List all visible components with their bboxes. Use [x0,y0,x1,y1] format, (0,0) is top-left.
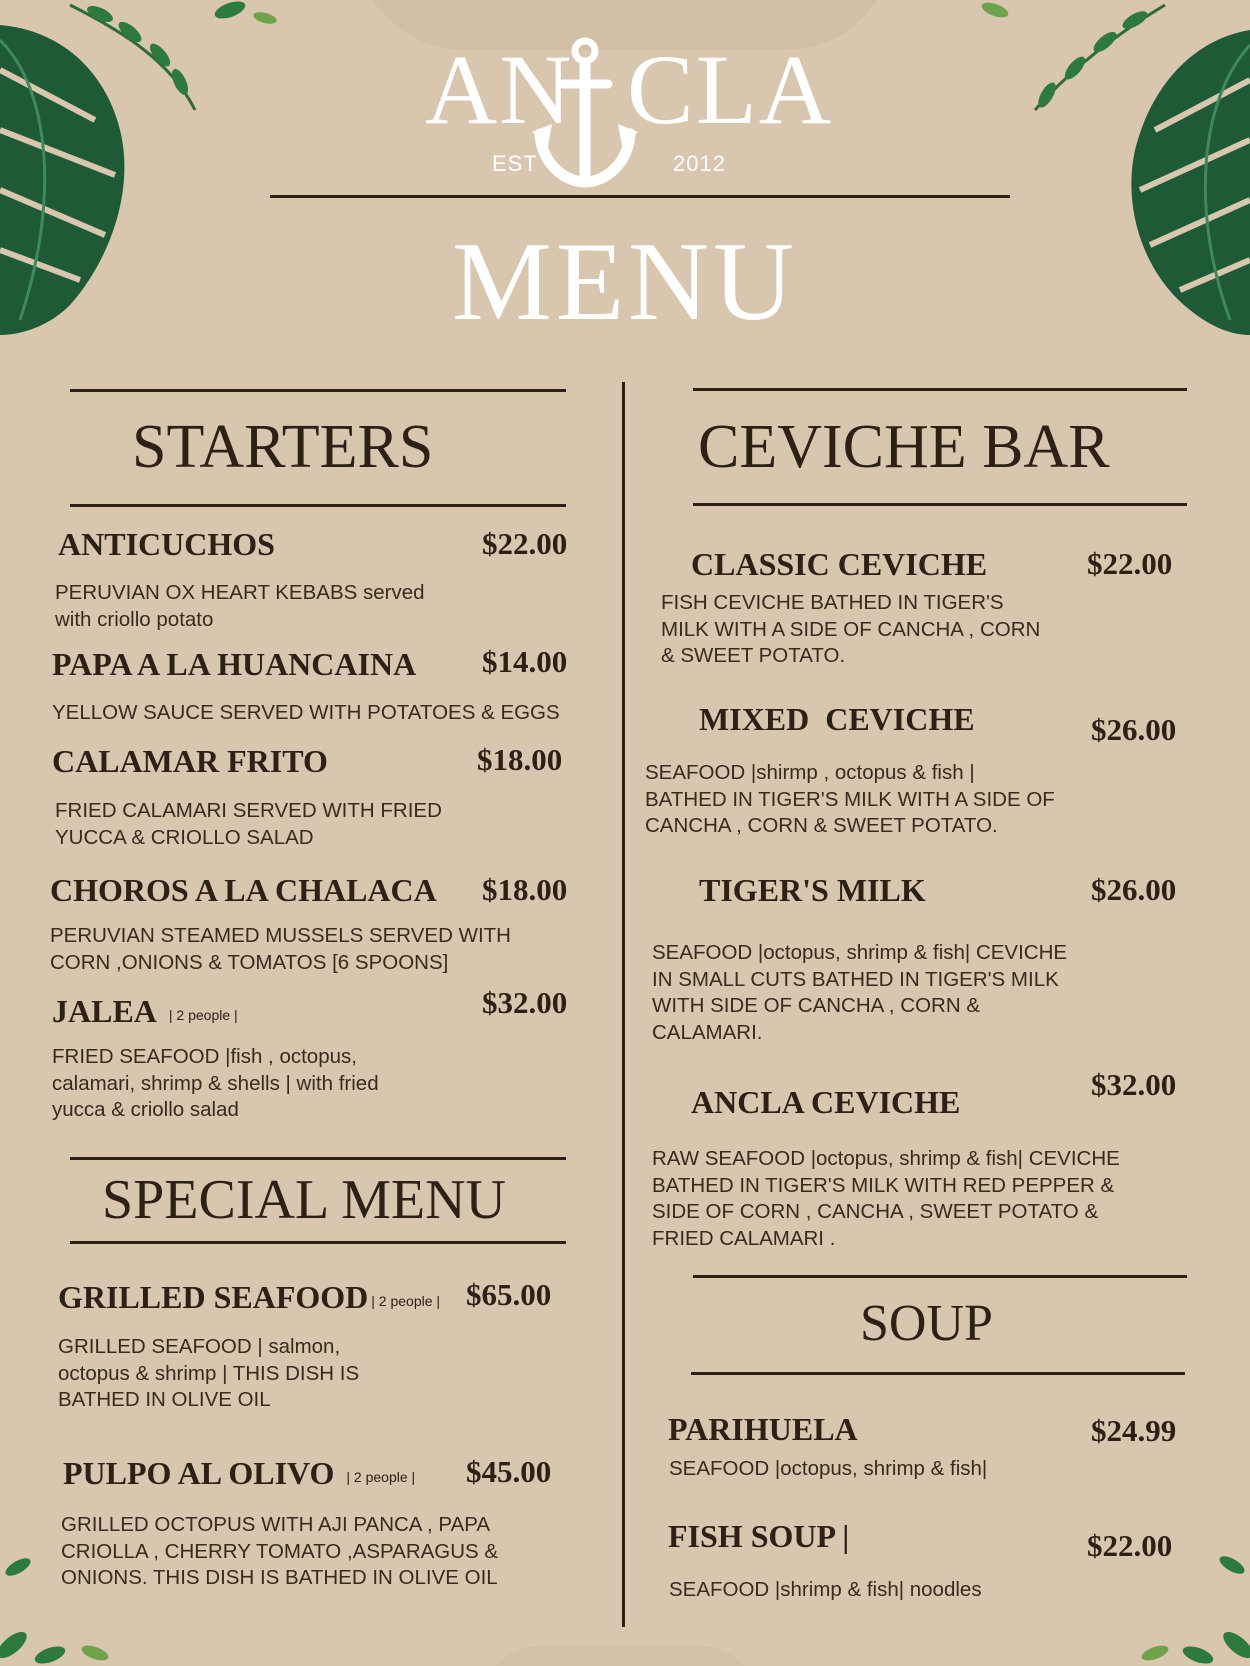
item-description: PERUVIAN OX HEART KEBABS served with criollo potato [55,581,425,631]
item-name: PARIHUELA [668,1411,858,1447]
bottom-arch-decoration [480,1646,760,1666]
item-description: SEAFOOD |octopus, shrimp & fish| CEVICHE IN SMALL CUTS BATHED IN TIGER'S MILK WITH SIDE OF CANCHA , CORN & CALAMARI. [652,941,1068,1044]
item-name: GRILLED SEAFOOD | 2 people | [58,1279,441,1315]
vine-icon [975,0,1175,120]
ancla-logo [420,30,860,200]
section-heading-soup: SOUP [860,1295,993,1352]
item-price: $32.00 [482,985,568,1020]
item-name: PAPA A LA HUANCAINA [52,646,417,682]
item-price: $22.00 [1087,1528,1173,1563]
item-description: SEAFOOD |shrimp & fish| noodles [669,1578,982,1601]
item-price: $18.00 [482,872,568,907]
header-divider [270,195,1010,198]
item-price: $24.99 [1091,1413,1177,1448]
item-description: GRILLED SEAFOOD | salmon, octopus & shrimp | THIS DISH IS BATHED IN OLIVE OIL [58,1335,360,1411]
logo-text-left: AN [425,34,574,145]
section-rule [70,504,566,507]
section-rule [70,389,566,392]
item-name: PULPO AL OLIVO | 2 people | [63,1455,416,1491]
item-name: TIGER'S MILK [699,872,926,908]
section-rule [70,1241,566,1244]
item-description: FRIED SEAFOOD |fish , octopus, calamari, shrimp & shells | with fried yucca & criollo salad [52,1045,379,1121]
item-name: CHOROS A LA CHALACA [50,872,437,908]
item-description: SEAFOOD |shirmp , octopus & fish | BATHED IN TIGER'S MILK WITH A SIDE OF CANCHA , CORN & SWEET POTATO. [645,761,1055,837]
column-divider [622,382,625,1627]
item-price: $45.00 [466,1454,552,1489]
logo-text-right: CLA [627,34,833,145]
item-name: CALAMAR FRITO [52,743,328,779]
section-rule [693,1275,1187,1278]
item-price: $32.00 [1091,1067,1177,1102]
item-name: CLASSIC CEVICHE [691,546,988,582]
logo-year: 2012 [673,151,726,176]
item-description: SEAFOOD |octopus, shrimp & fish| [669,1457,988,1480]
logo-est: EST [492,151,538,176]
section-rule [693,503,1187,506]
page-title: MENU [452,220,798,344]
item-name: JALEA | 2 people | [52,993,238,1029]
item-name: ANTICUCHOS [58,526,275,562]
item-price: $65.00 [466,1277,552,1312]
item-price: $18.00 [477,742,563,777]
item-name: ANCLA CEVICHE [691,1084,961,1120]
section-rule [70,1157,566,1160]
item-description: FISH CEVICHE BATHED IN TIGER'S MILK WITH A SIDE OF CANCHA , CORN & SWEET POTATO. [661,591,1041,667]
item-price: $22.00 [482,526,568,561]
item-description: PERUVIAN STEAMED MUSSELS SERVED WITH CORN ,ONIONS & TOMATOS [6 SPOONS] [50,924,511,974]
item-description: RAW SEAFOOD |octopus, shrimp & fish| CEVICHE BATHED IN TIGER'S MILK WITH RED PEPPER & SIDE OF CORN , CANCHA , SWEET POTATO & FRIED CALAMARI . [652,1147,1120,1250]
anchor-icon [530,34,640,194]
item-name: MIXED CEVICHE [699,701,975,737]
section-rule [693,388,1187,391]
section-heading-starters: STARTERS [132,413,434,481]
serving-tag: | 2 people | [346,1468,416,1485]
vine-icon [1120,1545,1250,1666]
section-heading-ceviche: CEVICHE BAR [698,413,1110,481]
item-description: FRIED CALAMARI SERVED WITH FRIED YUCCA & CRIOLLO SALAD [55,799,442,849]
vine-icon [60,0,280,115]
item-price: $22.00 [1087,546,1173,581]
item-description: YELLOW SAUCE SERVED WITH POTATOES & EGGS [52,701,560,724]
item-price: $26.00 [1091,712,1177,747]
item-price: $26.00 [1091,872,1177,907]
item-name: FISH SOUP | [668,1518,850,1554]
item-description: GRILLED OCTOPUS WITH AJI PANCA , PAPA CRIOLLA , CHERRY TOMATO ,ASPARAGUS & ONIONS. THIS DISH IS BATHED IN OLIVE OIL [61,1513,499,1589]
section-rule [691,1372,1185,1375]
section-heading-special: SPECIAL MENU [102,1169,506,1231]
serving-tag: | 2 people | [371,1292,441,1309]
serving-tag: | 2 people | [168,1006,238,1023]
item-price: $14.00 [482,644,568,679]
